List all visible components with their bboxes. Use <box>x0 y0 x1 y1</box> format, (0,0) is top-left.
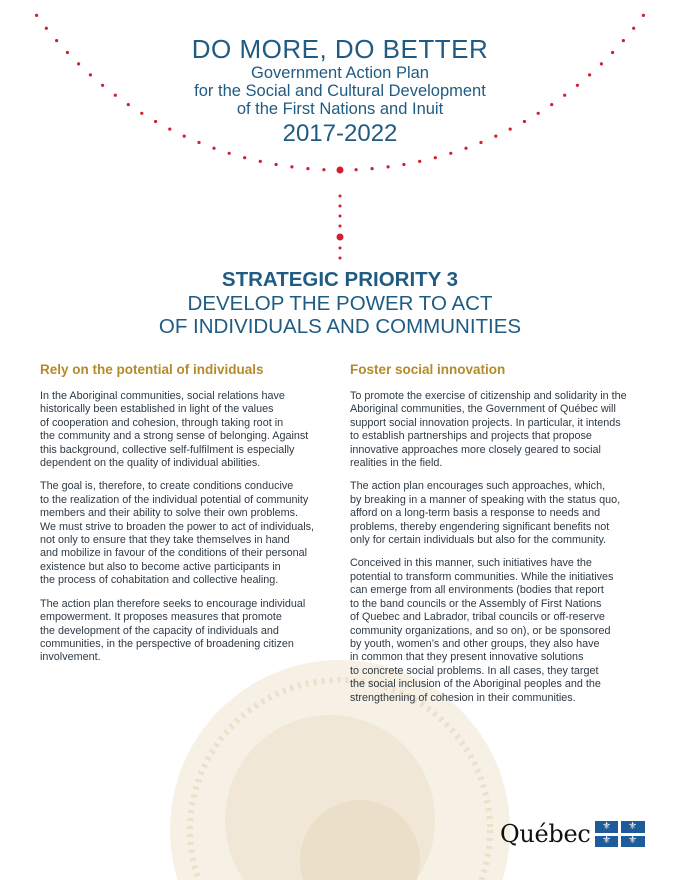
vertical-dot <box>339 257 342 260</box>
arc-dot <box>45 27 48 30</box>
vertical-dot <box>339 195 342 198</box>
document-title: DO MORE, DO BETTER <box>191 34 489 64</box>
quebec-logo <box>500 820 645 848</box>
arc-dot <box>449 152 452 155</box>
vertical-dot <box>339 247 342 250</box>
arc-dot <box>371 167 374 170</box>
document-subtitle-line3: of the First Nations and Inuit <box>236 100 444 118</box>
arc-dot <box>402 163 405 166</box>
arc-dot <box>387 165 390 168</box>
arc-dot <box>418 160 421 163</box>
right-paragraph-2: The action plan encourages such approaches, which, by breaking in a manner of speaking with the status quo, afford on a long-term basis a response to needs and problems, thereby engendering significant benefits not only for certain individuals but also for the community. <box>350 480 621 547</box>
arc-dot <box>306 167 309 170</box>
arc-dot <box>228 152 231 155</box>
document-years: 2017-2022 <box>282 120 398 147</box>
priority-title: STRATEGIC PRIORITY 3 <box>221 268 459 291</box>
vertical-dot <box>339 225 342 228</box>
arc-dot <box>259 160 262 163</box>
strategic-priority-heading <box>0 268 680 338</box>
arc-dot <box>290 165 293 168</box>
right-column-heading: Foster social innovation <box>350 362 506 377</box>
vertical-dot <box>339 205 342 208</box>
arc-dot <box>275 163 278 166</box>
left-paragraph-3: The action plan therefore seeks to encourage individual empowerment. It proposes measures that promote the development of the capacity of individuals and communities, in the perspective of broadening citizen involvement. <box>40 597 306 664</box>
document-header <box>0 34 680 148</box>
right-paragraph-1: To promote the exercise of citizenship and solidarity in the Aboriginal communities, the Government of Québec will support social innovation projects. In particular, it intends to establish partnerships and projects that propose innovative approaches more closely geared to social realities in the field. <box>350 390 627 470</box>
dotted-vertical-decoration <box>337 195 344 260</box>
document-subtitle-line1: Government Action Plan <box>251 64 429 82</box>
arc-dot <box>35 14 38 17</box>
left-column <box>40 362 340 675</box>
vertical-dot <box>337 234 344 241</box>
priority-subtitle-line2: OF INDIVIDUALS AND COMMUNITIES <box>158 315 522 338</box>
right-column <box>350 362 642 715</box>
document-subtitle-line2: for the Social and Cultural Development <box>194 82 486 100</box>
arc-dot <box>632 27 635 30</box>
left-paragraph-2: The goal is, therefore, to create conditions conducive to the realization of the individual potential of community members and their ability to solve their own problems. We must strive to broaden the power to act of individuals, not only to ensure that they take themselves in hand and mobilize in favour of the conditions of their personal existence but also to become active participants in the process of cohabitation and collective healing. <box>40 480 315 587</box>
arc-dot <box>642 14 645 17</box>
right-paragraph-3: Conceived in this manner, such initiatives have the potential to transform communities. While the initiatives can emerge from all environments (bodies that report to the band councils or the Assembly of First Nations of Quebec and Labrador, tribal councils or off-reserve community organizations, and so on), or be sponsored by youth, women’s and other groups, they also have in common that they present innovative solutions to concrete social problems. In all cases, they target the social inclusion of the Aboriginal peoples and the strengthening of cohesion in their communities. <box>350 557 614 704</box>
arc-dot <box>434 156 437 159</box>
fleur-de-lis-flag-icon: ⚜ ⚜ ⚜ ⚜ <box>595 821 645 847</box>
left-paragraph-1: In the Aboriginal communities, social relations have historically been established in light of the values of cooperation and cohesion, through taking root in the community and a strong sense of belonging. Against this background, collective self-fulfilment is especially dependent on the quality of individual abilities. <box>40 390 309 470</box>
arc-dot <box>355 168 358 171</box>
quebec-wordmark: Québec <box>500 820 591 848</box>
priority-subtitle-line1: DEVELOP THE POWER TO ACT <box>187 292 493 315</box>
arc-dot <box>322 168 325 171</box>
vertical-dot <box>339 215 342 218</box>
left-column-heading: Rely on the potential of individuals <box>40 362 264 377</box>
arc-dot <box>243 156 246 159</box>
arc-dot <box>337 167 344 174</box>
